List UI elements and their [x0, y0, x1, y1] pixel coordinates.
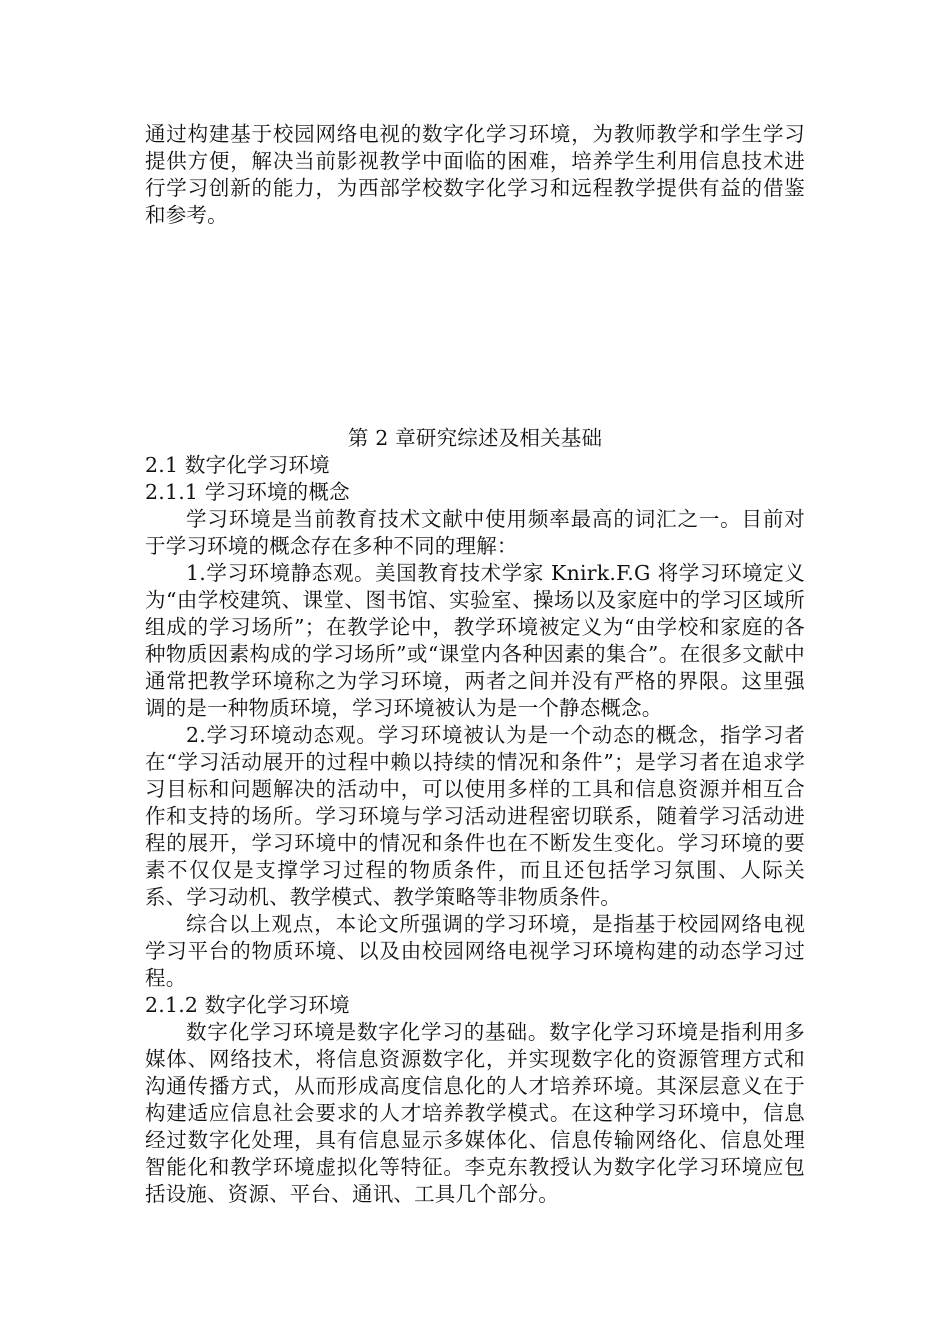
chapter-title: 第 2 章研究综述及相关基础 [347, 426, 603, 450]
paragraph-dynamic-view: 2.学习环境动态观。学习环境被认为是一个动态的概念，指学习者在“学习活动展开的过程中赖以持续的情况和条件”；是学习者在追求学习目标和问题解决的活动中，可以使用多样的工具和信息资源并相互合作和支持的场所。学习环境与学习活动进程密切联系，随着学习活动进程的展开，学习环境中的情况和条件也在不断发生变化。学习环境的要素不仅仅是支撑学习过程的物质条件，而且还包括学习氛围、人际关系、学习动机、教学模式、教学策略等非物质条件。 [145, 723, 805, 909]
paragraph-static-view: 1.学习环境静态观。美国教育技术学家 Knirk.F.G 将学习环境定义为“由学校建筑、课堂、图书馆、实验室、操场以及家庭中的学习区域所组成的学习场所”；在教学论中，教学环境被定义为“由学校和家庭的各种物质因素构成的学习场所”或“课堂内各种因素的集合”。在很多文献中通常把教学环境称之为学习环境，两者之间并没有严格的界限。这里强调的是一种物质环境，学习环境被认为是一个静态概念。 [145, 561, 805, 720]
chapter-2-block [145, 425, 805, 1208]
intro-block [145, 121, 805, 229]
paragraph-concept: 学习环境是当前教育技术文献中使用频率最高的词汇之一。目前对于学习环境的概念存在多种不同的理解： [145, 507, 805, 558]
paragraph-digital-environment: 数字化学习环境是数字化学习的基础。数字化学习环境是指利用多媒体、网络技术，将信息资源数字化，并实现数字化的资源管理方式和沟通传播方式，从而形成高度信息化的人才培养环境。其深层意义在于构建适应信息社会要求的人才培养教学模式。在这种学习环境中，信息经过数字化处理，具有信息显示多媒体化、信息传输网络化、信息处理智能化和教学环境虚拟化等特征。李克东教授认为数字化学习环境应包括设施、资源、平台、通讯、工具几个部分。 [145, 1020, 805, 1206]
section-heading-2-1-1: 2.1.1 学习环境的概念 [145, 480, 350, 504]
section-heading-2-1-2: 2.1.2 数字化学习环境 [145, 993, 350, 1017]
intro-paragraph: 通过构建基于校园网络电视的数字化学习环境，为教师教学和学生学习提供方便，解决当前影视教学中面临的困难，培养学生利用信息技术进行学习创新的能力，为西部学校数字化学习和远程教学提供有益的借鉴和参考。 [145, 122, 805, 227]
section-heading-2-1: 2.1 数字化学习环境 [145, 453, 330, 477]
paragraph-summary: 综合以上观点，本论文所强调的学习环境，是指基于校园网络电视学习平台的物质环境、以及由校园网络电视学习环境构建的动态学习过程。 [145, 912, 805, 990]
